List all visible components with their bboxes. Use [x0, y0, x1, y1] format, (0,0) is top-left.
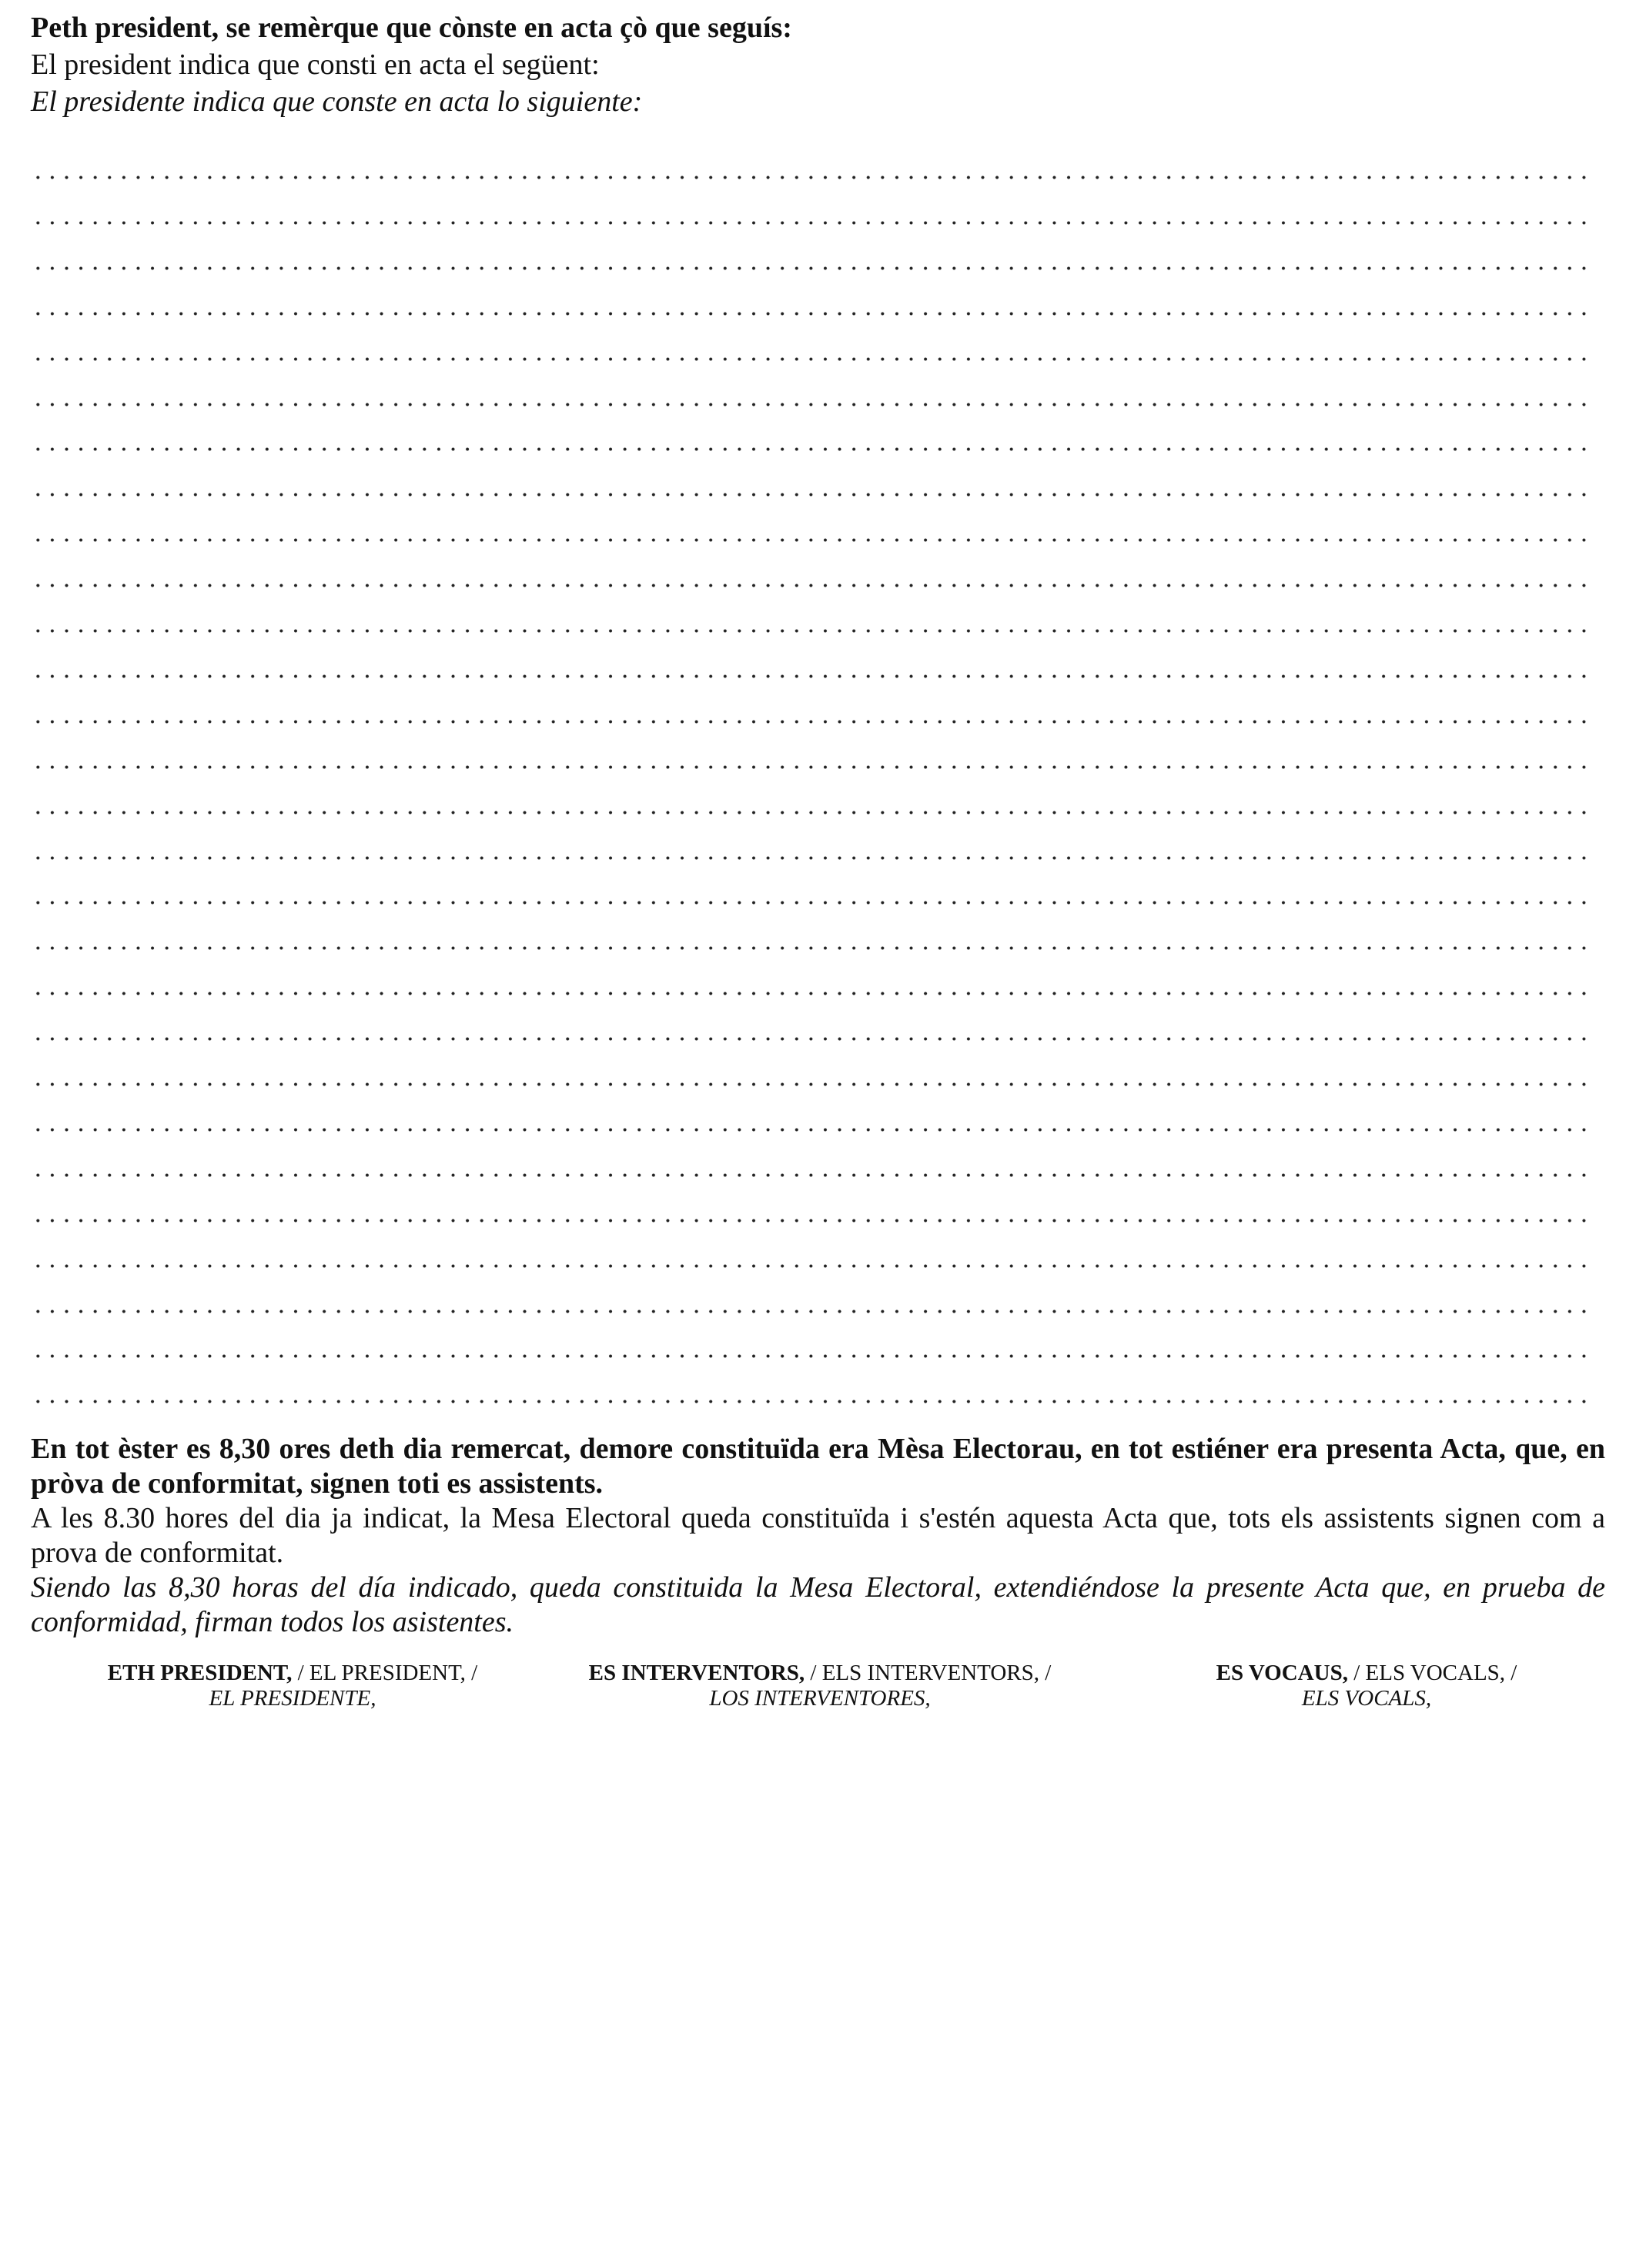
sig-vocals-aranese: ES VOCAUS, — [1216, 1661, 1348, 1685]
dotted-line — [31, 946, 1586, 950]
dotted-line — [31, 312, 1586, 316]
dotted-line — [31, 447, 1586, 451]
dotted-line — [31, 1354, 1586, 1358]
sig-interventors-spanish: LOS INTERVENTORES, — [709, 1686, 931, 1711]
dotted-line — [31, 1219, 1586, 1223]
dotted-line — [31, 493, 1586, 497]
dotted-line — [31, 1310, 1586, 1313]
dotted-line — [31, 765, 1586, 769]
dotted-line — [31, 176, 1586, 179]
closing-catalan: A les 8.30 hores del dia ja indicat, la Mesa Electoral queda constituïda i s'estén aquesta Acta que, tots els assistents signen com a prova de conformitat. — [31, 1502, 1605, 1569]
dotted-line — [31, 1264, 1586, 1268]
closing-aranese: En tot èster es 8,30 ores deth dia remercat, demore constituïda era Mèsa Electorau, en tot estiéner era presenta Acta, que, en pròva de conformitat, signen toti es assistents. — [31, 1433, 1605, 1500]
dotted-line — [31, 720, 1586, 724]
dotted-line — [31, 584, 1586, 587]
sig-vocals-catalan: / ELS VOCALS, / — [1347, 1661, 1517, 1685]
dotted-line — [31, 856, 1586, 860]
dotted-line — [31, 1128, 1586, 1132]
closing-text — [31, 1432, 1605, 1640]
sig-interventors-catalan: / ELS INTERVENTORS, / — [805, 1661, 1052, 1685]
header-catalan: El president indica que consti en acta el següent: — [31, 49, 600, 81]
header-spanish: El presidente indica que conste en acta lo siguiente: — [31, 85, 643, 118]
dotted-line — [31, 538, 1586, 542]
header-aranese: Peth president, se remèrque que cònste en acta çò que seguís: — [31, 12, 792, 44]
sig-president-spanish: EL PRESIDENTE, — [209, 1686, 376, 1711]
dotted-line — [31, 266, 1586, 270]
signature-interventors — [550, 1661, 1089, 1711]
sig-vocals-spanish: ELS VOCALS, — [1301, 1686, 1432, 1711]
signature-vocals — [1189, 1661, 1544, 1711]
dotted-line — [31, 811, 1586, 815]
dotted-line — [31, 221, 1586, 225]
sig-interventors-aranese: ES INTERVENTORS, — [588, 1661, 805, 1685]
signature-president — [77, 1661, 508, 1711]
signature-headings — [0, 1661, 1636, 1722]
sig-president-catalan: / EL PRESIDENT, / — [292, 1661, 478, 1685]
dotted-line — [31, 1173, 1586, 1177]
closing-spanish: Siendo las 8,30 horas del día indicado, queda constituida la Mesa Electoral, extendiéndose la presente Acta que, en prueba de conformidad, firman todos los asistentes. — [31, 1571, 1605, 1638]
dotted-line — [31, 1082, 1586, 1086]
dotted-line — [31, 901, 1586, 905]
dotted-line — [31, 992, 1586, 995]
dotted-line — [31, 629, 1586, 633]
sig-president-aranese: ETH PRESIDENT, — [107, 1661, 293, 1685]
dotted-line — [31, 1037, 1586, 1041]
dotted-line — [31, 357, 1586, 361]
dotted-line — [31, 403, 1586, 406]
dotted-line — [31, 674, 1586, 678]
dotted-line — [31, 1400, 1586, 1403]
